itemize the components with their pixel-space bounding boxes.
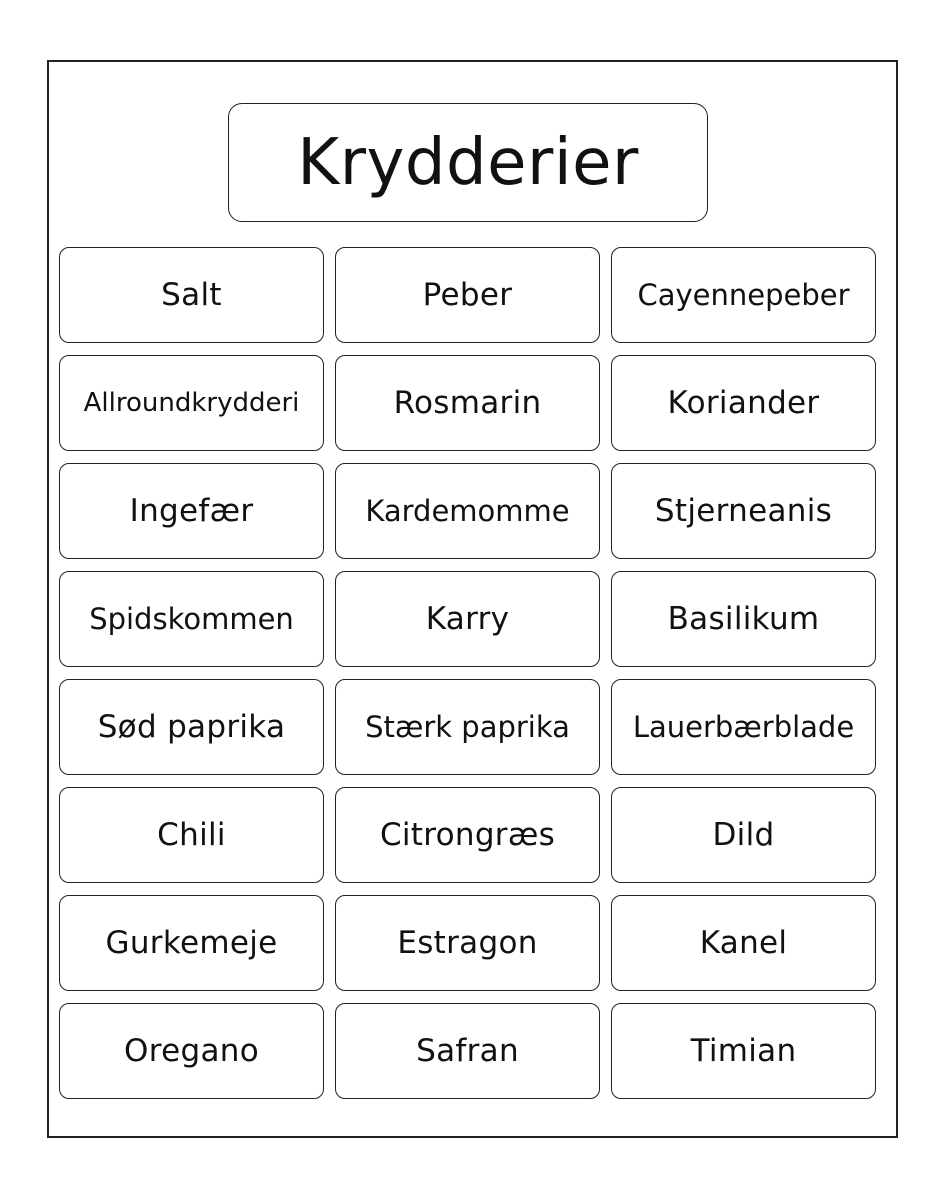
spice-label-cayennepeber bbox=[611, 247, 876, 343]
spice-label-basilikum bbox=[611, 571, 876, 667]
spice-label-text: Lauerbærblade bbox=[632, 709, 855, 744]
page-title: Krydderier bbox=[297, 125, 639, 200]
spice-label-text: Stjerneanis bbox=[654, 492, 833, 529]
title-label bbox=[228, 103, 708, 222]
spice-label-ingefaer bbox=[59, 463, 324, 559]
spice-label-text: Timian bbox=[690, 1032, 797, 1069]
spice-label-text: Estragon bbox=[397, 924, 538, 961]
spice-label-staerk-paprika bbox=[335, 679, 600, 775]
spice-label-spidskommen bbox=[59, 571, 324, 667]
spice-label-text: Citrongræs bbox=[379, 816, 556, 853]
spice-label-text: Spidskommen bbox=[89, 601, 294, 636]
spice-label-citrongraes bbox=[335, 787, 600, 883]
spice-label-allroundkrydderi bbox=[59, 355, 324, 451]
spice-label-sheet bbox=[47, 60, 898, 1138]
spice-label-lauerbaerblade bbox=[611, 679, 876, 775]
spice-label-text: Karry bbox=[425, 600, 510, 637]
spice-label-safran bbox=[335, 1003, 600, 1099]
spice-label-karry bbox=[335, 571, 600, 667]
spice-label-text: Allroundkrydderi bbox=[83, 388, 300, 418]
spice-label-text: Ingefær bbox=[129, 492, 254, 529]
spice-label-text: Sød paprika bbox=[97, 708, 286, 745]
spice-label-koriander bbox=[611, 355, 876, 451]
spice-label-text: Koriander bbox=[667, 384, 820, 421]
spice-label-estragon bbox=[335, 895, 600, 991]
spice-label-text: Chili bbox=[157, 816, 226, 853]
spice-label-grid bbox=[59, 247, 876, 1099]
spice-label-text: Salt bbox=[161, 276, 222, 313]
spice-label-sod-paprika bbox=[59, 679, 324, 775]
spice-label-salt bbox=[59, 247, 324, 343]
spice-label-stjerneanis bbox=[611, 463, 876, 559]
spice-label-chili bbox=[59, 787, 324, 883]
spice-label-text: Basilikum bbox=[667, 600, 820, 637]
spice-label-oregano bbox=[59, 1003, 324, 1099]
spice-label-text: Kanel bbox=[699, 924, 788, 961]
spice-label-text: Rosmarin bbox=[393, 384, 542, 421]
spice-label-peber bbox=[335, 247, 600, 343]
spice-label-rosmarin bbox=[335, 355, 600, 451]
spice-label-text: Dild bbox=[712, 816, 775, 853]
spice-label-gurkemeje bbox=[59, 895, 324, 991]
spice-label-text: Peber bbox=[422, 276, 513, 313]
spice-label-dild bbox=[611, 787, 876, 883]
spice-label-text: Cayennepeber bbox=[637, 277, 850, 312]
spice-label-text: Gurkemeje bbox=[105, 924, 278, 961]
spice-label-text: Safran bbox=[416, 1032, 519, 1069]
spice-label-text: Oregano bbox=[124, 1032, 259, 1069]
spice-label-text: Kardemomme bbox=[365, 493, 570, 528]
spice-label-kanel bbox=[611, 895, 876, 991]
spice-label-kardemomme bbox=[335, 463, 600, 559]
spice-label-timian bbox=[611, 1003, 876, 1099]
spice-label-text: Stærk paprika bbox=[365, 709, 570, 744]
